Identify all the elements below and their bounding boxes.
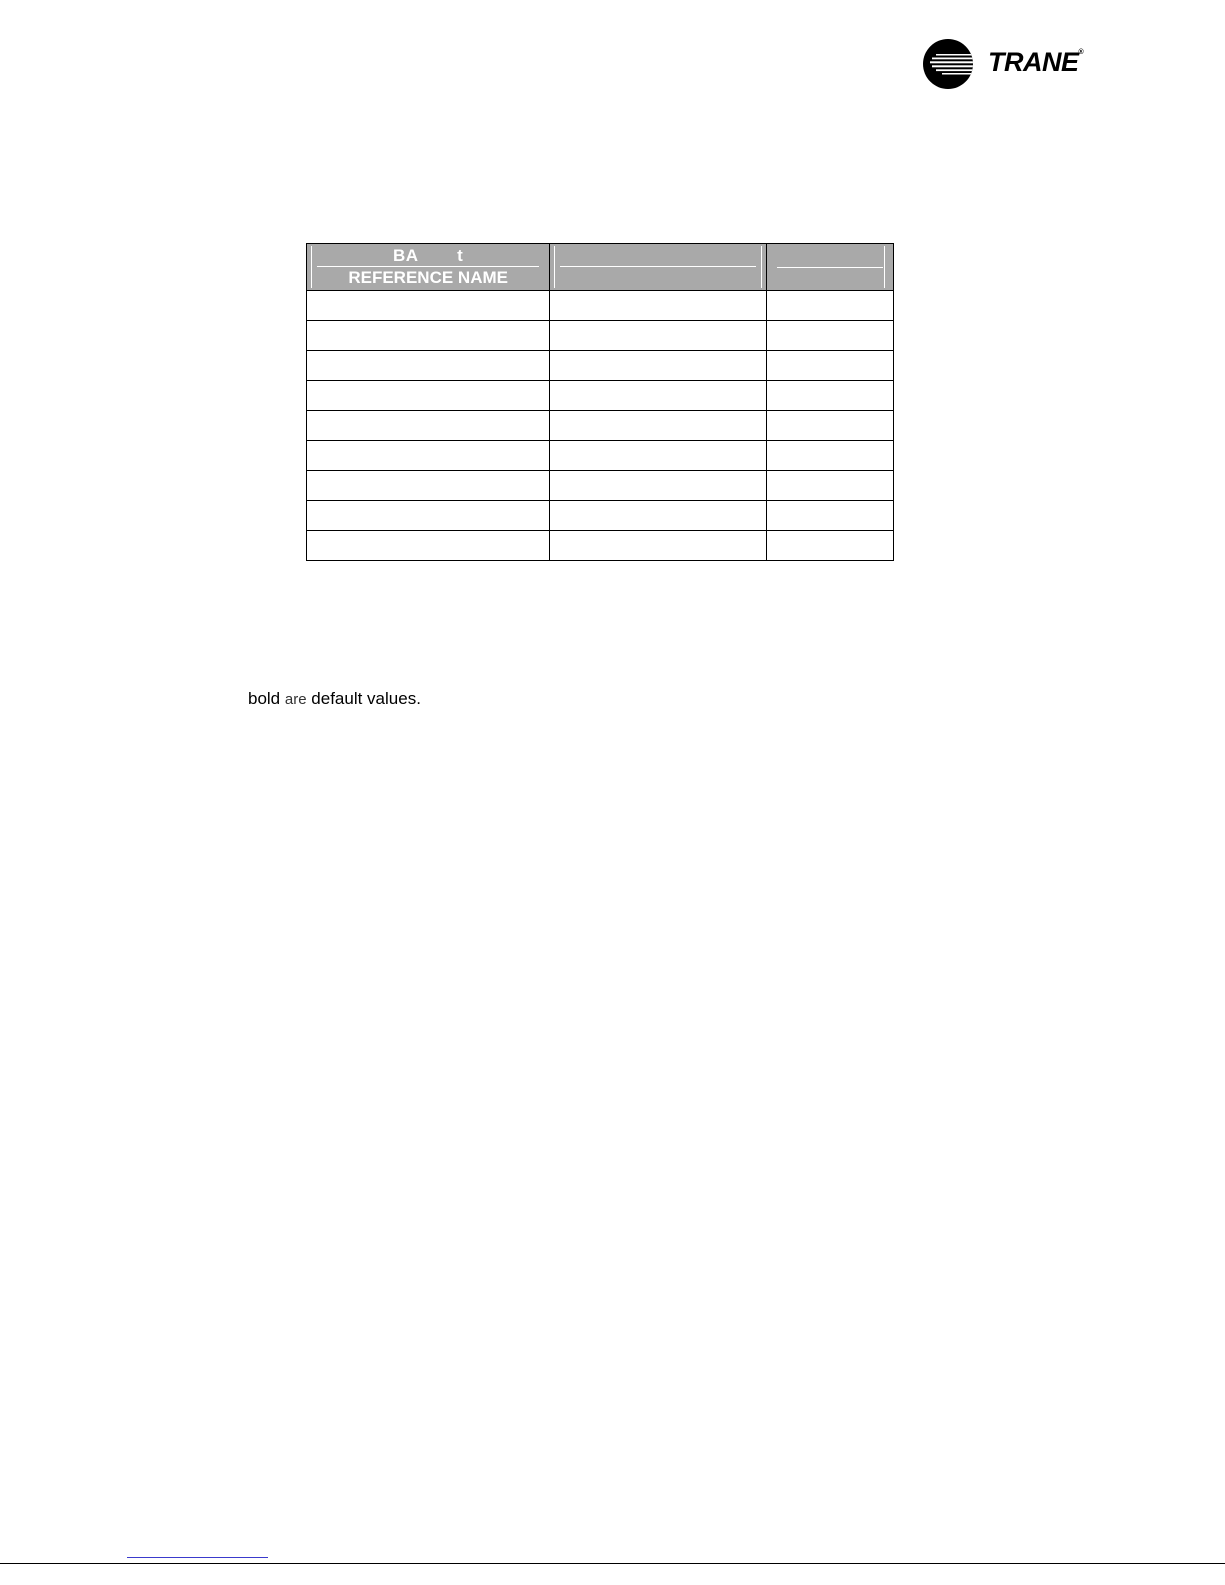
table-row (307, 381, 894, 411)
table-cell (550, 381, 767, 411)
table-cell (550, 411, 767, 441)
table-cell (307, 321, 550, 351)
table-cell (767, 321, 894, 351)
table-cell (767, 531, 894, 561)
table-cell (767, 441, 894, 471)
table-cell (550, 471, 767, 501)
table-cell (550, 501, 767, 531)
header-divider (884, 246, 885, 288)
table-cell (767, 471, 894, 501)
table-cell (307, 411, 550, 441)
table-cell (767, 411, 894, 441)
trane-globe-icon (922, 38, 978, 90)
table-cell (307, 501, 550, 531)
table-cell (307, 381, 550, 411)
header-line1: BA t (393, 246, 464, 265)
table-cell (550, 351, 767, 381)
table-cell (767, 351, 894, 381)
header-divider (777, 267, 883, 268)
header-cell-reference-name (307, 244, 550, 291)
header-cell-3 (767, 244, 894, 291)
table-row (307, 411, 894, 441)
header-cell-2 (550, 244, 767, 291)
table-cell (307, 291, 550, 321)
table-cell (550, 441, 767, 471)
table-row (307, 531, 894, 561)
table-cell (550, 321, 767, 351)
trane-wordmark: TRANE® (988, 47, 1084, 77)
note-are-word: are (284, 691, 307, 708)
table-row (307, 291, 894, 321)
header-divider (560, 266, 756, 267)
footer-link-underline[interactable] (127, 1557, 268, 1558)
table-cell (307, 531, 550, 561)
note-bold-word: bold (248, 689, 281, 708)
table-header-row (307, 244, 894, 291)
table-cell (767, 501, 894, 531)
header-reference-name: REFERENCE NAME (348, 268, 508, 287)
trane-logo (922, 38, 1082, 90)
table-cell (550, 531, 767, 561)
table-cell (307, 441, 550, 471)
header-divider (317, 266, 539, 267)
table-row (307, 441, 894, 471)
footer-rule (0, 1563, 1225, 1564)
table-cell (307, 351, 550, 381)
table-row (307, 471, 894, 501)
table-cell (767, 381, 894, 411)
table-row (307, 351, 894, 381)
default-values-note (248, 689, 421, 709)
table-cell (767, 291, 894, 321)
header-divider (554, 246, 555, 288)
note-default-values: default values. (311, 689, 421, 708)
reference-table (306, 243, 894, 561)
table-cell (307, 471, 550, 501)
header-divider (761, 246, 762, 288)
table-cell (550, 291, 767, 321)
table-row (307, 321, 894, 351)
table-row (307, 501, 894, 531)
